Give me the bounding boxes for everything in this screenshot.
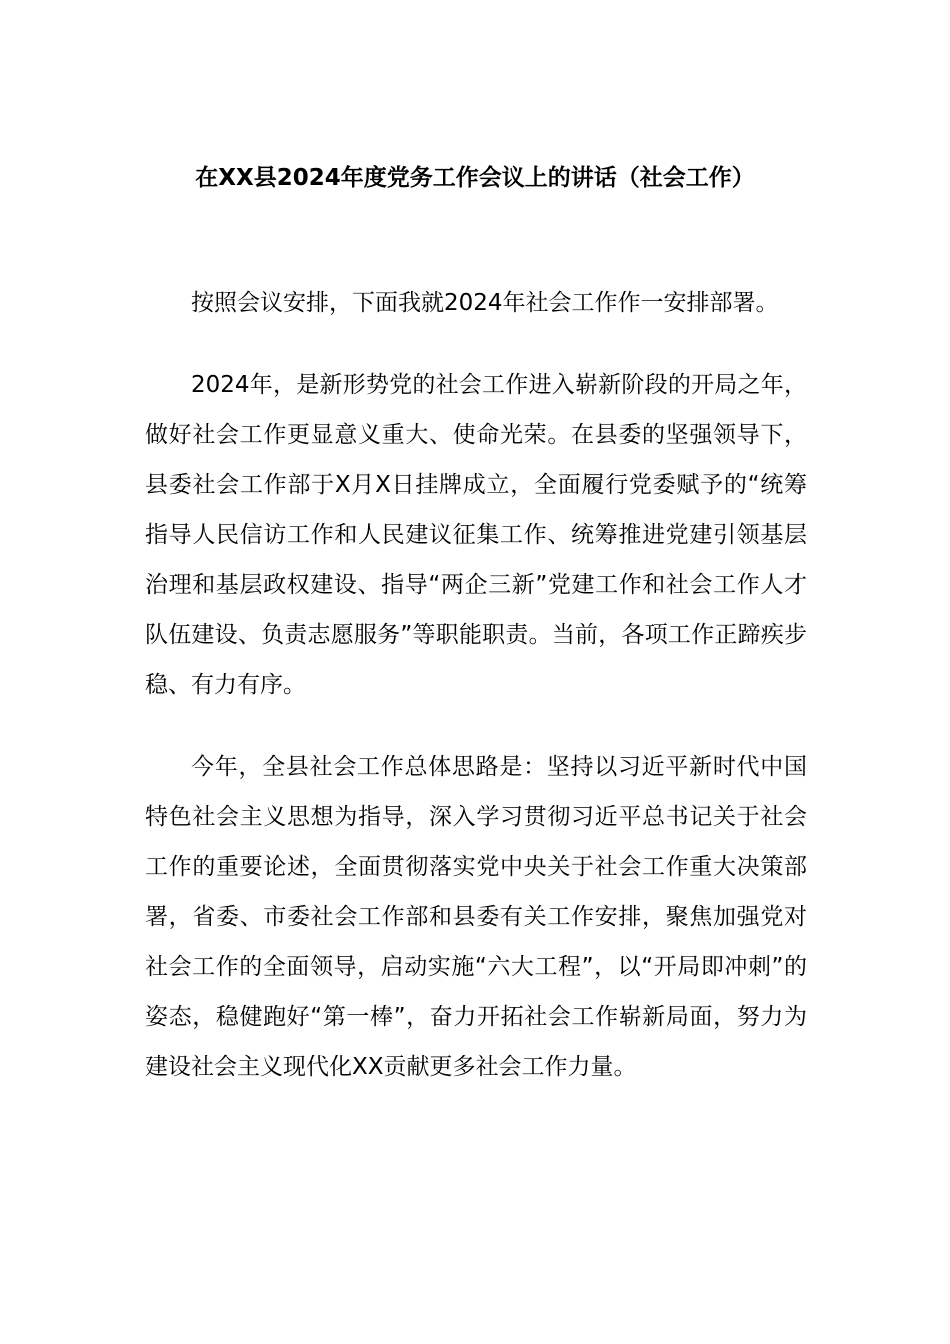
- document-body: [145, 278, 807, 1124]
- document-title: 在XX县2024年度党务工作会议上的讲话（社会工作）: [195, 165, 755, 191]
- paragraph-arrangement: 按照会议安排，下面我就2024年社会工作作一安排部署。: [191, 290, 779, 316]
- paragraph-background: 2024年，是新形势党的社会工作进入崭新阶段的开局之年，做好社会工作更显意义重大、使命光荣。在县委的坚强领导下，县委社会工作部于X月X日挂牌成立，全面履行党委赋予的“统筹指导人民信访工作和人民建议征集工作、统筹推进党建引领基层治理和基层政权建设、指导“两企三新”党建工作和社会工作人才队伍建设、负责志愿服务”等职能职责。当前，各项工作正蹄疾步稳、有力有序。: [145, 372, 807, 698]
- paragraph-overall-thinking: 今年，全县社会工作总体思路是：坚持以习近平新时代中国特色社会主义思想为指导，深入学习贯彻习近平总书记关于社会工作的重要论述，全面贯彻落实党中央关于社会工作重大决策部署，省委、市委社会工作部和县委有关工作安排，聚焦加强党对社会工作的全面领导，启动实施“六大工程”，以“开局即冲刺”的姿态，稳健跑好“第一棒”，奋力开拓社会工作崭新局面，努力为建设社会主义现代化XX贡献更多社会工作力量。: [145, 754, 807, 1080]
